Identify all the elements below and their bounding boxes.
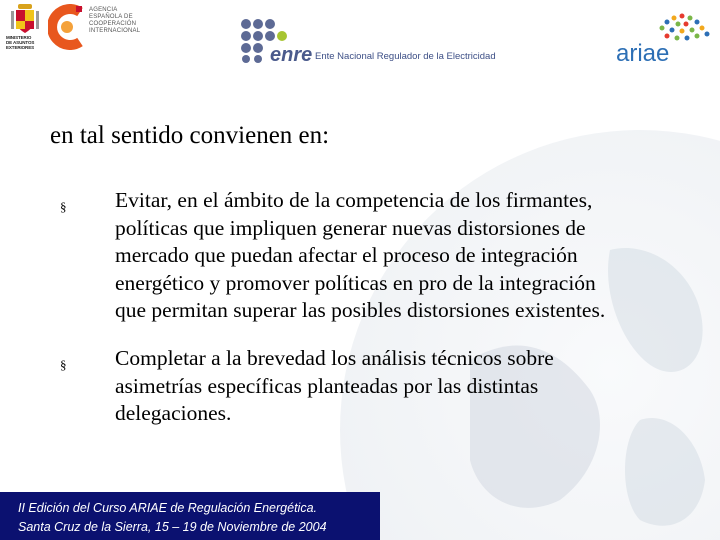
aeci-text: AGENCIA ESPAÑOLA DE COOPERACIÓN INTERNACIONAL xyxy=(89,7,141,34)
ariae-wordmark: ariae xyxy=(616,40,670,67)
bullet-1-line: políticas que impliquen generar nuevas distorsiones de xyxy=(115,215,586,240)
ariae-logo xyxy=(612,12,712,67)
aeci-logo xyxy=(48,4,158,50)
footer-bar xyxy=(0,492,380,540)
bullet-text-2 xyxy=(115,345,675,428)
government-logo xyxy=(6,4,44,50)
enre-description: Ente Nacional Regulador de la Electricidad xyxy=(315,51,496,62)
footer-location-date: Santa Cruz de la Sierra, 15 – 19 de Noviembre de 2004 xyxy=(18,520,327,534)
bullet-text-1 xyxy=(115,187,675,325)
intro-heading: en tal sentido convienen en: xyxy=(50,122,330,149)
aeci-c-icon xyxy=(48,4,86,50)
bullet-1-line: Evitar, en el ámbito de la competencia de los firmantes, xyxy=(115,188,593,212)
enre-logo xyxy=(240,18,496,66)
government-logo-text: MINISTERIO DE ASUNTOS EXTERIORES xyxy=(6,35,35,50)
bullet-1-line: mercado que puedan afectar el proceso de integración xyxy=(115,243,578,267)
bullet-1-line: energético y promover políticas en pro de la integración xyxy=(115,270,596,295)
bullet-2-line: delegaciones. xyxy=(115,401,232,425)
footer-course-title: II Edición del Curso ARIAE de Regulación Energética. xyxy=(18,501,318,515)
enre-wordmark: enre xyxy=(270,44,313,66)
bullet-2-line: Completar a la brevedad los análisis técnicos sobre xyxy=(115,346,554,370)
bullet-1-line: que permitan superar las posibles distorsiones existentes. xyxy=(115,298,606,322)
bullet-2-line: asimetrías específicas planteadas por las distintas xyxy=(115,373,539,398)
coat-of-arms-icon xyxy=(10,4,40,34)
bullet-marker: § xyxy=(60,199,67,214)
bullet-marker: § xyxy=(60,357,67,372)
